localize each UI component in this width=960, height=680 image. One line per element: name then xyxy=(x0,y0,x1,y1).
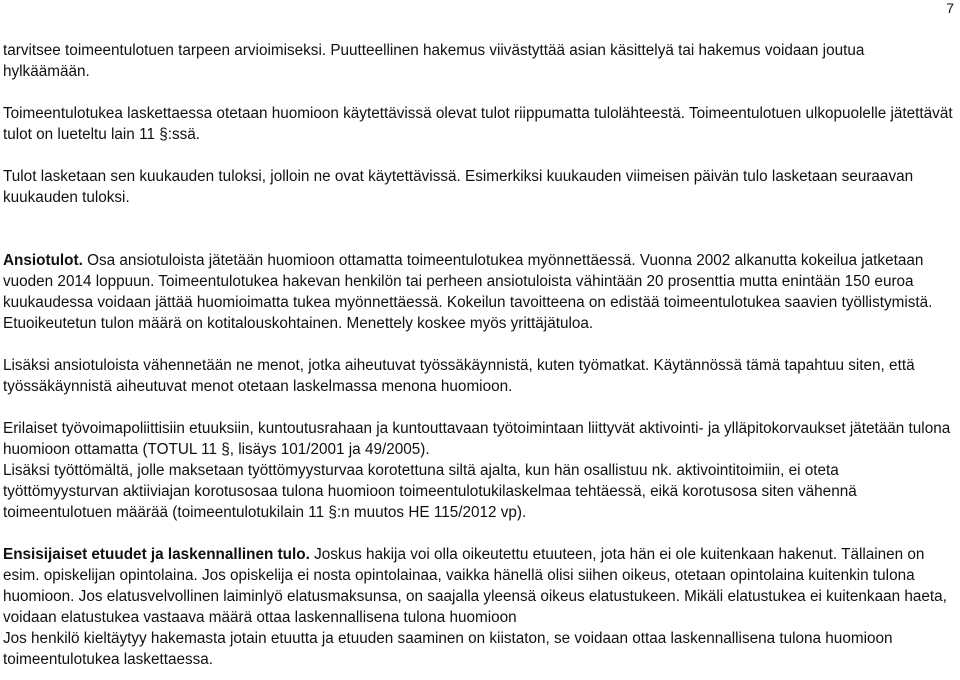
paragraph-activation-allowances: Erilaiset työvoimapoliittisiin etuuksiin, kuntoutusrahaan ja kuntouttavaan työtoimintaan liittyvät aktivointi- ja ylläpitokorvaukset jätetään tulona huomioon ottamatta (TOTUL 11 §, lisäys 101/2001 ja 49/2005). xyxy=(3,420,951,458)
paragraph-primary-benefits xyxy=(3,544,955,628)
paragraph-refused-benefit: Jos henkilö kieltäytyy hakemasta jotain etuutta ja etuuden saaminen on kiistaton, se voidaan ottaa laskennallisena tulona huomioon toimeentulotukea laskettaessa. xyxy=(3,630,893,668)
document-body xyxy=(3,40,955,670)
page-number: 7 xyxy=(946,0,954,16)
paragraph-gap xyxy=(3,229,955,250)
paragraph-gap xyxy=(3,397,955,418)
paragraph-earned-income xyxy=(3,250,955,334)
paragraph-gap xyxy=(3,145,955,166)
paragraph-income-timing: Tulot lasketaan sen kuukauden tuloksi, jolloin ne ovat käytettävissä. Esimerkiksi kuukauden viimeisen päivän tulo lasketaan seuraavan kuukauden tuloksi. xyxy=(3,168,914,206)
paragraph-unemployment-supplement: Lisäksi työttömältä, jolle maksetaan työttömyysturvaa korotettuna siltä ajalta, kun hän osallistuu nk. aktivointitoimiin, ei oteta työttömyysturvan aktiiviajan korotusosaa tulona huomioon toimeentulotukilaskelmaa tehtäessä, eikä korotusosa siten vähennä toimeentulotuen määrää (toimeentulotukilain 11 §:n muutos HE 115/2012 vp). xyxy=(3,462,857,521)
primary-benefits-heading: Ensisijaiset etuudet ja laskennallinen tulo. xyxy=(3,546,310,563)
paragraph-gap xyxy=(3,208,955,229)
paragraph-income-sources: Toimeentulotukea laskettaessa otetaan huomioon käytettävissä olevat tulot riippumatta tulolähteestä. Toimeentulotuen ulkopuolelle jätettävät tulot on lueteltu lain 11 §:ssä. xyxy=(3,105,953,143)
paragraph-work-expenses: Lisäksi ansiotuloista vähennetään ne menot, jotka aiheutuvat työssäkäynnistä, kuten työmatkat. Käytännössä tämä tapahtuu siten, että työssäkäynnistä aiheutuvat menot otetaan laskelmassa menona huomioon. xyxy=(3,357,915,395)
primary-benefits-text: Joskus hakija voi olla oikeutettu etuuteen, jota hän ei ole kuitenkaan hakenut. Tällainen on esim. opiskelijan opintolaina. Jos opiskelija ei nosta opintolainaa, vaikka hänellä olisi siihen oikeus, otetaan opintolaina kuitenkin tulona huomioon. Jos elatusvelvollinen laiminlyö elatusmaksunsa, on saajalla yleensä oikeus elatustukeen. Mikäli elatustukea ei kuitenkaan haeta, voidaan elatustukea vastaava määrä ottaa laskennallisena tulona huomioon xyxy=(3,546,947,626)
paragraph-gap xyxy=(3,523,955,544)
paragraph-gap xyxy=(3,334,955,355)
earned-income-text: Osa ansiotuloista jätetään huomioon ottamatta toimeentulotukea myönnettäessä. Vuonna 2002 alkanutta kokeilua jatketaan vuoden 2014 loppuun. Toimeentulotukea hakevan henkilön tai perheen ansiotuloista vähintään 20 prosenttia mutta enintään 150 euroa kuukaudessa voidaan jättää huomioimatta tukea myönnettäessä. Kokeilun tavoitteena on edistää toimeentulotukea saavien työllistymistä. Etuoikeutetun tulon määrä on kotitalouskohtainen. Menettely koskee myös yrittäjätuloa. xyxy=(3,252,933,332)
paragraph-application: tarvitsee toimeentulotuen tarpeen arvioimiseksi. Puutteellinen hakemus viivästyttää asian käsittelyä tai hakemus voidaan joutua hylkäämään. xyxy=(3,42,865,80)
paragraph-gap xyxy=(3,82,955,103)
earned-income-heading: Ansiotulot. xyxy=(3,252,83,269)
